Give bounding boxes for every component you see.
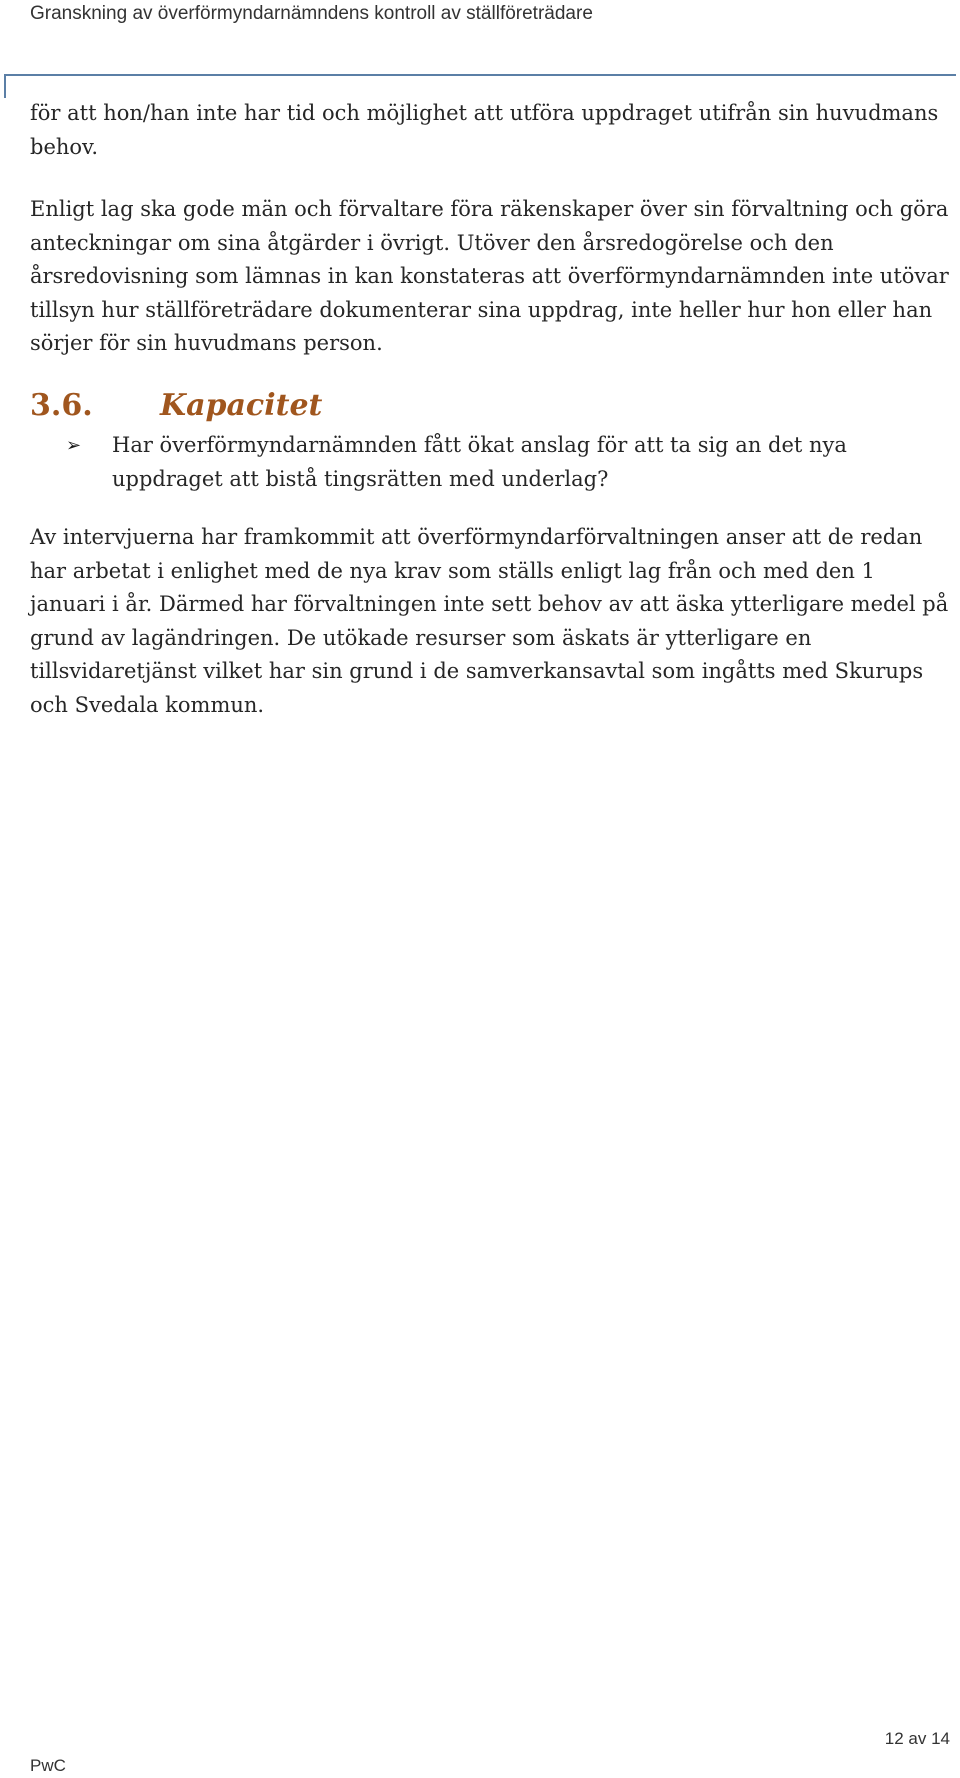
bullet-text: Har överförmyndarnämnden fått ökat anslag för att ta sig an det nya uppdraget att bistå tingsrätten med underlag? [112, 433, 847, 491]
page-header-title: Granskning av överförmyndarnämndens kontroll av ställföreträdare [30, 3, 593, 24]
section-title: Kapacitet [160, 388, 323, 423]
bullet-item [30, 429, 956, 496]
header-divider [4, 74, 956, 76]
arrowhead-bullet-icon: ➢ [66, 435, 82, 456]
section-number: 3.6. [30, 388, 93, 423]
page-number: 12 av 14 [884, 1729, 950, 1748]
section-heading [30, 382, 322, 430]
paragraph-2: Enligt lag ska gode män och förvaltare föra räkenskaper över sin förvaltning och göra anteckningar om sina åtgärder i övrigt. Utöver den årsredogörelse och den årsredovisning som lämnas in kan konstateras att överförmyndarnämnden inte utövar tillsyn hur ställföreträdare dokumenterar sina uppdrag, inte heller hur hon eller han sörjer för sin huvudmans person. [30, 197, 949, 355]
header-divider-corner [4, 74, 6, 98]
footer-brand: PwC [30, 1756, 66, 1775]
paragraph-3: Av intervjuerna har framkommit att överförmyndarförvaltningen anser att de redan har arbetat i enlighet med de nya krav som ställs enligt lag från och med den 1 januari i år. Därmed har förvaltningen inte sett behov av att äska ytterligare medel på grund av lagändringen. De utökade resurser som äskats är ytterligare en tillsvidaretjänst vilket har sin grund i de samverkansavtal som ingåtts med Skurups och Svedala kommun. [30, 525, 949, 717]
paragraph-1: för att hon/han inte har tid och möjlighet att utföra uppdraget utifrån sin huvudmans behov. [30, 101, 939, 159]
